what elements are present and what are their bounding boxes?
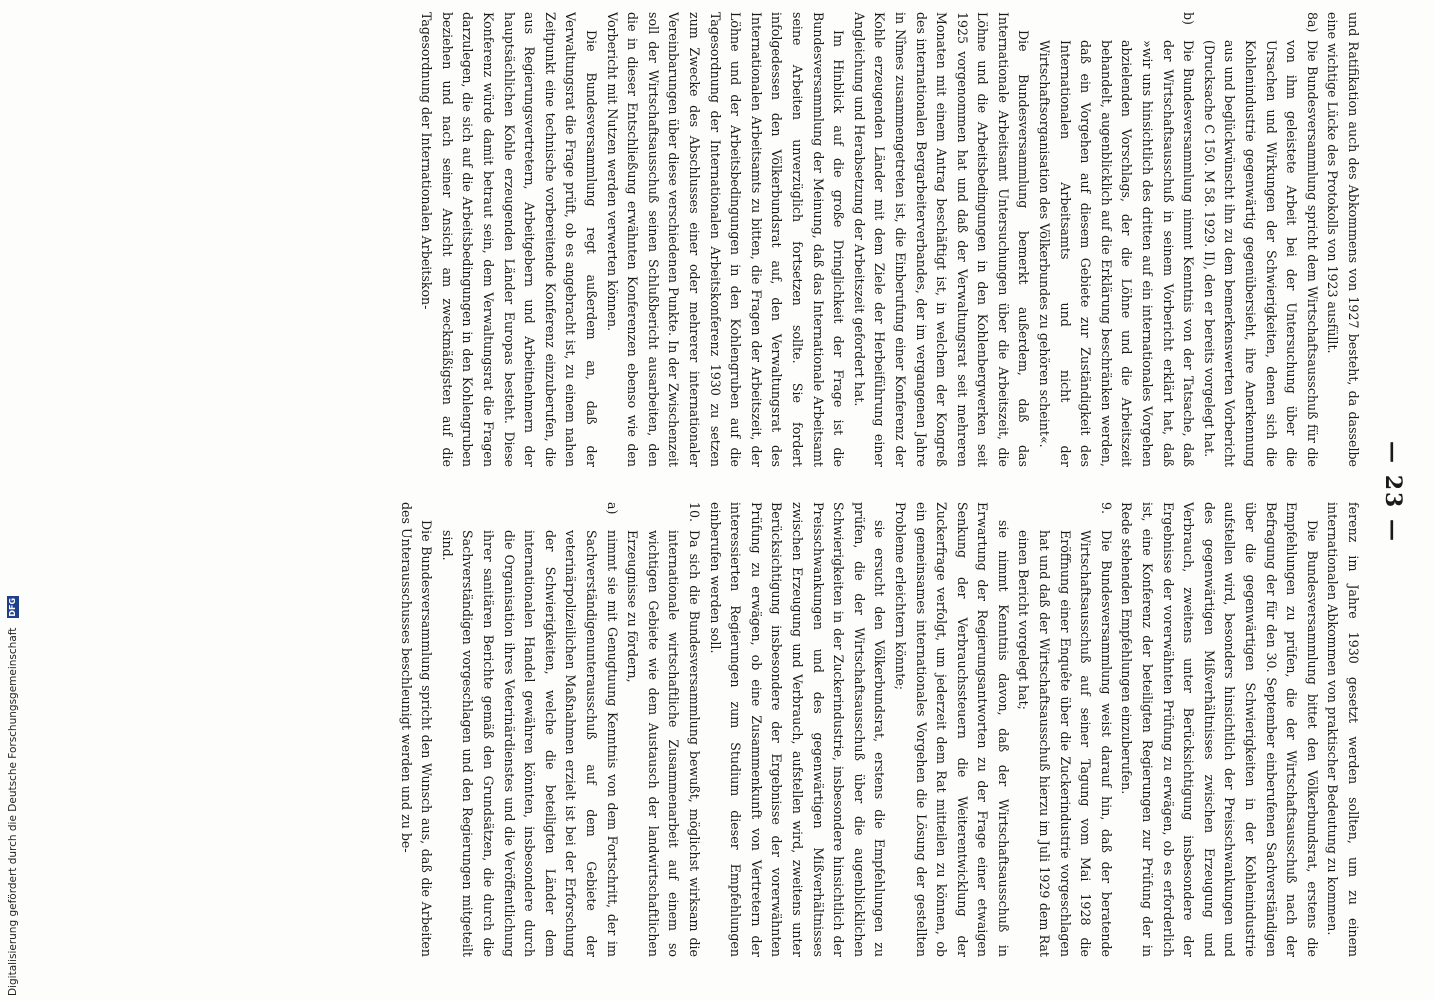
item-number: 9. — [1098, 502, 1114, 515]
sub-item — [436, 502, 621, 957]
rotated-document-page — [15, 12, 1415, 972]
left-column — [23, 12, 1363, 467]
paragraph: Die Bundesversammlung regt außerdem an, daß der Verwaltungsrat die Frage prüft, ob es angebracht ist, zu einem nahen Zeitpunkt eine technische vorbereitende Konferenz einzuberufen, die aus Regierungsvertretern, Arbeitgebern und Arbeitnehmern der hauptsächlichen Kohle erzeugenden Länder Europas besteht. Diese Konferenz würde damit betraut sein, dem Verwaltungsrat die Fragen darzulegen, die sich auf die Arbeitsbedingungen in den Kohlengruben beziehen und nach seiner Ansicht am zweckmäßigsten auf die Tagesordnung der Internationalen Arbeitskon- — [419, 12, 600, 467]
right-column — [23, 502, 1363, 957]
item-number: 10. — [687, 502, 702, 523]
paragraph: Die Bundesversammlung bemerkt außerdem, daß das Internationale Arbeitsamt Untersuchungen über die Arbeitszeit, die Löhne und die Arbeitsbedingungen in den Kohlenbergwerken seit 1925 vorgenommen hat und daß der Verwaltungsrat seit mehreren Monaten mit einem Antrag beschäftigt ist, in welchem der Kongreß des internationalen Bergarbeiterverbandes, der im vergangenen Jahre in Nîmes zusammengetreten ist, die Einberufung einer Konferenz der Kohle erzeugenden Länder mit dem Ziele der Herbeiführung einer Angleichung und Herabsetzung der Arbeitszeit gefordert hat. — [851, 12, 1032, 467]
paragraph: ferenz im Jahre 1930 gesetzt werden sollten, um zu einem internationalen Abkommen von praktischer Bedeutung zu kommen. — [1325, 502, 1361, 957]
numbered-item — [1013, 502, 1116, 957]
numbered-item — [622, 502, 704, 957]
numbered-item — [1198, 12, 1322, 467]
numbered-item — [1034, 12, 1199, 467]
credit-text: Digitalisierung gefördert durch die Deutsche Forschungsgemeinschaft — [7, 627, 19, 996]
item-text: Die Bundesversammlung spricht dem Wirtschaftsausschuß für die von ihm geleistete Arbeit bei der Untersuchung über die Ursachen und Wirkungen der Schwierigkeiten, denen sich die Kohlenindustrie gegenwärtig gegenübersieht, ihre Anerkennung aus und beglückwünscht ihn zu dem bemerkenswerten Vorbericht (Drucksache C 150. M 58. 1929. II), den er bereits vorgelegt hat. — [1201, 40, 1320, 467]
paragraph: Die Bundesversammlung bittet den Völkerbundsrat, erstens die Empfehlungen zu prüfen, die der Wirtschaftsausschuß nach der Befragung der für den 30. September einberufenen Sachverständigen über die gegenwärtigen Schwierigkeiten in der Kohlenindustrie aufstellen wird, besonders hinsichtlich der Preisschwankungen und des gegenwärtigen Mißverhältnisses zwischen Erzeugung und Verbrauch, zweitens unter Berücksichtigung insbesondere der Ergebnisse der vorerwähnten Prüfung zu erwägen, ob es erforderlich ist, eine Konferenz der beteiligten Regierungen zur Prüfung der in Rede stehenden Empfehlungen einzuberufen. — [1119, 502, 1320, 957]
item-number: 8a) — [1304, 12, 1320, 33]
page-number: — 23 — — [1380, 441, 1406, 543]
item-text: Die Bundesversammlung weist darauf hin, daß der beratende Wirtschaftsausschuß auf seiner Tagung vom Mai 1928 die Eröffnung einer Enquête über die Zuckerindustrie vorgeschlagen hat und daß der Wirtschaftsausschuß hierzu im Juli 1929 dem Rat einen Bericht vorgelegt hat; — [1016, 530, 1114, 957]
dfg-logo-icon: DFG — [8, 597, 17, 617]
item-text: Da sich die Bundesversammlung bewußt, möglichst wirksam die internationale wirtschaftliche Zusammenarbeit auf einem so wichtigen Gebiete wie dem Austausch der landwirtschaftlichen Erzeugnisse zu fördern, — [625, 530, 702, 957]
item-number: b) — [1181, 12, 1197, 25]
paragraph: Die Bundesversammlung spricht den Wunsch aus, daß die Arbeiten des Unterausschusses beschleunigt werden und zu be- — [398, 502, 435, 957]
item-text: nimmt sie mit Genugtuung Kenntnis von dem Fortschritt, der im Sachverständigenunterausschuß auf dem Gebiete der veterinärpolizeilichen Maßnahmen erzielt ist bei der Erforschung der Schwierigkeiten, welche die beteiligten Länder dem internationalen Handel gewähren könnten, insbesondere durch die Organisation ihres Veterinärdienstes und die Veröffentlichung ihrer sanitären Berichte gemäß den Grundsätzen, die durch die Sachverständigen vorgeschlagen und den Regierungen mitgeteilt sind. — [439, 530, 620, 957]
digitization-credit — [4, 0, 22, 996]
item-text: Die Bundesversammlung nimmt Kenntnis von der Tatsache, daß der Wirtschaftsausschuß in seinem Vorbericht erklärt hat, daß »wir uns hinsichtlich des dritten auf ein internationales Vorgehen abzielenden Vorschlags, der die Löhne und die Arbeitszeit behandelt, augenblicklich auf die Erklärung beschränken werden, daß ein Vorgehen auf diesem Gebiete zur Zuständigkeit des Internationalen Arbeitsamts und nicht der Wirtschaftsorganisation des Völkerbundes zu gehören scheint«. — [1037, 40, 1197, 467]
paragraph: und Ratifikation auch des Abkommens von 1927 besteht, da dasselbe eine wichtige Lücke des Protokolls von 1923 ausfüllt. — [1325, 12, 1361, 467]
paragraph: sie ersucht den Völkerbundsrat, erstens die Empfehlungen zu prüfen, die der Wirtschaftsausschuß über die augenblicklichen Schwierigkeiten in der Zuckerindustrie, insbesondere hinsichtlich der Preisschwankungen und des gegenwärtigen Mißverhältnisses zwischen Erzeugung und Verbrauch, aufstellen wird, zweitens unter Berücksichtigung insbesondere der Ergebnisse der vorerwähnten Prüfung zu erwägen, ob eine Zusammenkunft von Vertretern der interessierten Regierungen zum Studium dieser Empfehlungen einberufen werden soll. — [707, 502, 888, 957]
paragraph: Im Hinblick auf die große Dringlichkeit der Frage ist die Bundesversammlung der Meinung, daß das Internationale Arbeitsamt seine Arbeiten unverzüglich fortsetzen sollte. Sie fordert infolgedessen den Völkerbundsrat auf, den Verwaltungsrat des Internationalen Arbeitsamts zu bitten, die Fragen der Arbeitszeit, der Löhne und der Arbeitsbedingungen in den Kohlengruben auf die Tagesordnung der Internationalen Arbeitskonferenz 1930 zu setzen zum Zwecke des Abschlusses einer oder mehrerer internationaler Vereinbarungen über diese verschiedenen Punkte. In der Zwischenzeit soll der Wirtschaftsausschuß seinen Schlußbericht ausarbeiten, den die in dieser Entschließung erwähnten Konferenzen ebenso wie den Vorbericht mit Nutzen werden verwerten können. — [604, 12, 847, 467]
paragraph: sie nimmt Kenntnis davon, daß der Wirtschaftsausschuß in Erwartung der Regierungsantworten zu der Frage einer etwaigen Senkung der Verbrauchssteuern die Weiterentwicklung der Zuckerfrage verfolgt, um jederzeit dem Rat mitteilen zu können, ob ein gemeinsames internationales Vorgehen die Lösung der gestellten Probleme erleichtern könnte; — [892, 502, 1011, 957]
item-number: a) — [604, 502, 620, 515]
